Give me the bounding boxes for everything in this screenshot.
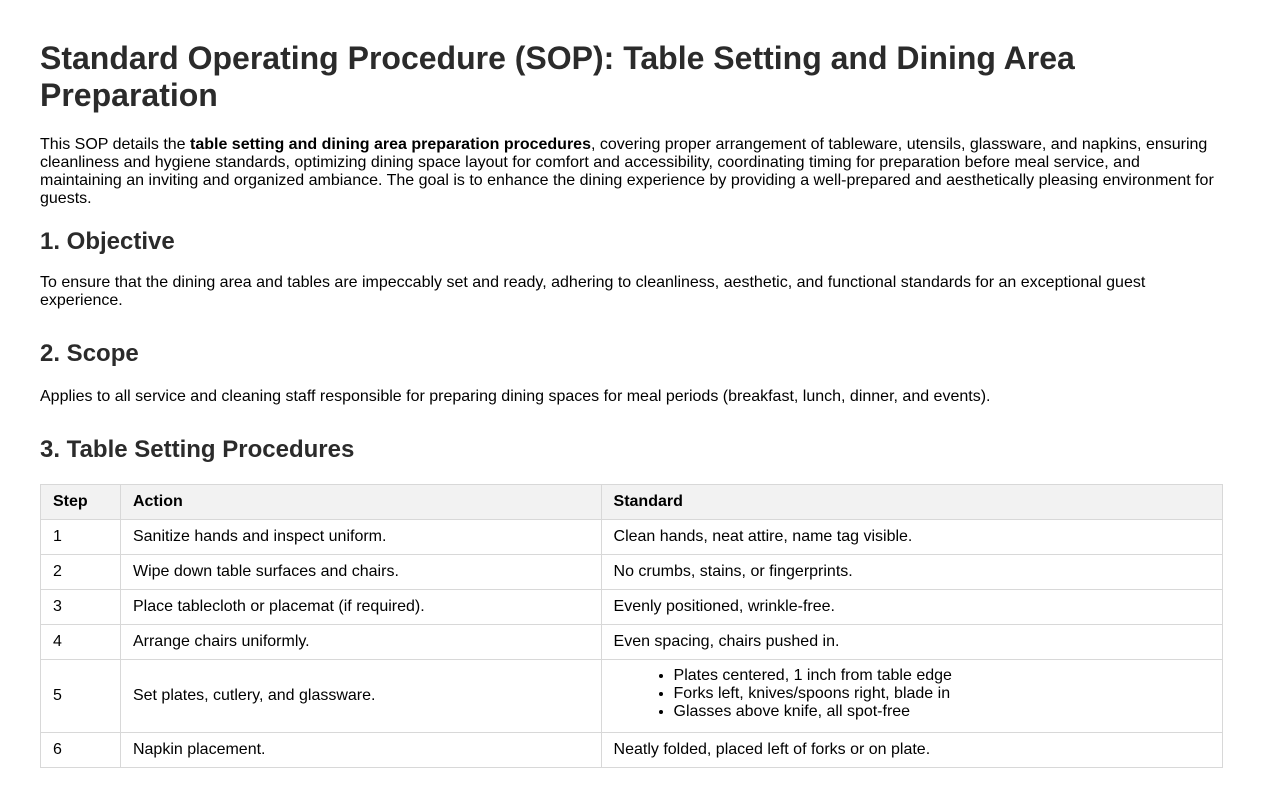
list-item: • Glasses above knife, all spot-free xyxy=(674,703,1210,721)
table-row xyxy=(41,590,1223,625)
list-item: • Plates centered, 1 inch from table edge xyxy=(674,667,1210,685)
step-cell: 4 xyxy=(41,625,121,660)
step-cell: 3 xyxy=(41,590,121,625)
action-cell: Place tablecloth or placemat (if required). xyxy=(120,590,601,625)
objective-text: To ensure that the dining area and tables are impeccably set and ready, adhering to cleanliness, aesthetic, and functional standards for an exceptional guest experience. xyxy=(40,274,1146,309)
intro-text-start: This SOP details the xyxy=(40,136,190,153)
table-row xyxy=(41,660,1223,733)
action-cell: Arrange chairs uniformly. xyxy=(120,625,601,660)
standard-cell: Neatly folded, placed left of forks or on plate. xyxy=(601,733,1222,768)
table-row xyxy=(41,520,1223,555)
step-cell: 1 xyxy=(41,520,121,555)
table-row xyxy=(41,733,1223,768)
standard-list xyxy=(614,667,1210,721)
action-cell: Sanitize hands and inspect uniform. xyxy=(120,520,601,555)
standard-cell: No crumbs, stains, or fingerprints. xyxy=(601,555,1222,590)
step-cell: 5 xyxy=(41,660,121,733)
standard-cell: Even spacing, chairs pushed in. xyxy=(601,625,1222,660)
column-header-action: Action xyxy=(120,485,601,520)
objective-heading: 1. Objective xyxy=(40,228,175,255)
action-cell: Set plates, cutlery, and glassware. xyxy=(120,660,601,733)
column-header-step: Step xyxy=(41,485,121,520)
standard-cell: Evenly positioned, wrinkle-free. xyxy=(601,590,1222,625)
intro-paragraph xyxy=(40,136,1223,208)
table-header-row xyxy=(41,485,1223,520)
scope-heading: 2. Scope xyxy=(40,340,139,367)
intro-text-end: , covering proper arrangement of tableware, utensils, glassware, and napkins, ensuring cleanliness and hygiene standards, optimizing dining space layout for comfort and accessibility, coordinating timing for preparation before meal service, and maintaining an inviting and organized ambiance. The goal is to enhance the dining experience by providing a well-prepared and aesthetically pleasing environment for guests. xyxy=(40,136,1214,207)
intro-text-bold: table setting and dining area preparation procedures xyxy=(190,136,591,153)
column-header-standard: Standard xyxy=(601,485,1222,520)
step-cell: 2 xyxy=(41,555,121,590)
page-title: Standard Operating Procedure (SOP): Table Setting and Dining Area Preparation xyxy=(40,40,1075,113)
action-cell: Wipe down table surfaces and chairs. xyxy=(120,555,601,590)
standard-cell: Clean hands, neat attire, name tag visible. xyxy=(601,520,1222,555)
procedures-heading: 3. Table Setting Procedures xyxy=(40,436,355,463)
table-row xyxy=(41,555,1223,590)
table-row xyxy=(41,625,1223,660)
step-cell: 6 xyxy=(41,733,121,768)
standard-cell xyxy=(601,660,1222,733)
scope-text: Applies to all service and cleaning staff responsible for preparing dining spaces for meal periods (breakfast, lunch, dinner, and events). xyxy=(40,388,991,405)
procedures-table xyxy=(40,484,1223,768)
list-item: • Forks left, knives/spoons right, blade in xyxy=(674,685,1210,703)
action-cell: Napkin placement. xyxy=(120,733,601,768)
